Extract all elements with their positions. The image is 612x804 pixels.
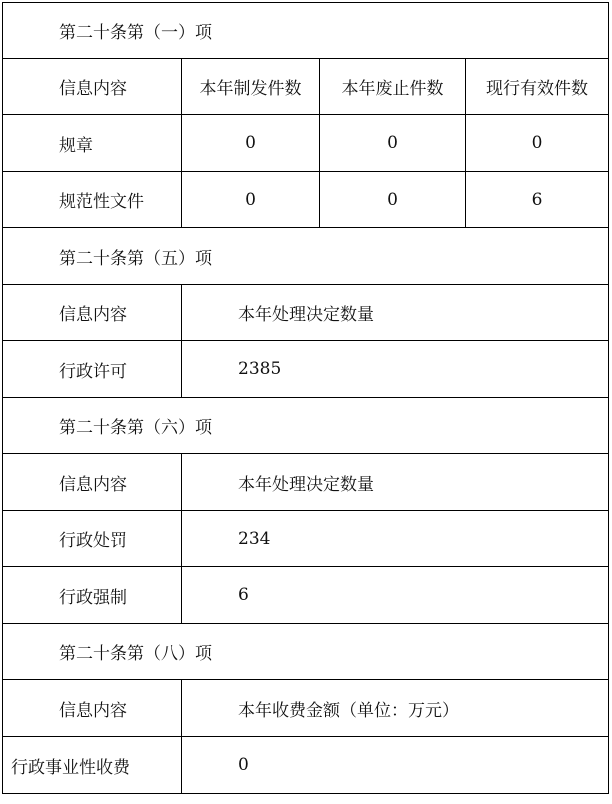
row-label: 规范性文件 bbox=[3, 172, 182, 228]
header-decision-count: 本年处理决定数量 bbox=[182, 285, 609, 341]
valid-value: 6 bbox=[466, 172, 609, 228]
table-row bbox=[3, 172, 609, 228]
section-1-title-row bbox=[3, 3, 609, 59]
section-3-header-row bbox=[3, 454, 609, 511]
disclosure-table bbox=[2, 2, 609, 794]
header-info-content: 信息内容 bbox=[3, 285, 182, 341]
table-row bbox=[3, 737, 609, 794]
section-2-header-row bbox=[3, 285, 609, 341]
issued-value: 0 bbox=[182, 172, 320, 228]
header-valid-count: 现行有效件数 bbox=[466, 59, 609, 115]
table-row bbox=[3, 511, 609, 567]
section-4-title: 第二十条第（八）项 bbox=[3, 624, 609, 680]
section-2-title-row bbox=[3, 228, 609, 285]
header-issued-count: 本年制发件数 bbox=[182, 59, 320, 115]
row-label: 行政处罚 bbox=[3, 511, 182, 567]
section-1-header-row bbox=[3, 59, 609, 115]
section-3-title-row bbox=[3, 398, 609, 454]
section-2-title: 第二十条第（五）项 bbox=[3, 228, 609, 285]
section-1-title: 第二十条第（一）项 bbox=[3, 3, 609, 59]
row-value: 234 bbox=[182, 511, 609, 567]
row-label: 规章 bbox=[3, 115, 182, 172]
row-label: 行政强制 bbox=[3, 567, 182, 624]
abolished-value: 0 bbox=[320, 172, 466, 228]
section-4-title-row bbox=[3, 624, 609, 680]
row-value: 2385 bbox=[182, 341, 609, 398]
header-info-content: 信息内容 bbox=[3, 454, 182, 511]
row-label: 行政事业性收费 bbox=[3, 737, 182, 794]
row-label: 行政许可 bbox=[3, 341, 182, 398]
table-row bbox=[3, 115, 609, 172]
section-4-header-row bbox=[3, 680, 609, 737]
header-decision-count: 本年处理决定数量 bbox=[182, 454, 609, 511]
header-abolished-count: 本年废止件数 bbox=[320, 59, 466, 115]
row-value: 6 bbox=[182, 567, 609, 624]
abolished-value: 0 bbox=[320, 115, 466, 172]
table-row bbox=[3, 567, 609, 624]
valid-value: 0 bbox=[466, 115, 609, 172]
header-info-content: 信息内容 bbox=[3, 680, 182, 737]
table-row bbox=[3, 341, 609, 398]
section-3-title: 第二十条第（六）项 bbox=[3, 398, 609, 454]
header-fee-amount: 本年收费金额（单位：万元） bbox=[182, 680, 609, 737]
issued-value: 0 bbox=[182, 115, 320, 172]
header-info-content: 信息内容 bbox=[3, 59, 182, 115]
row-value: 0 bbox=[182, 737, 609, 794]
